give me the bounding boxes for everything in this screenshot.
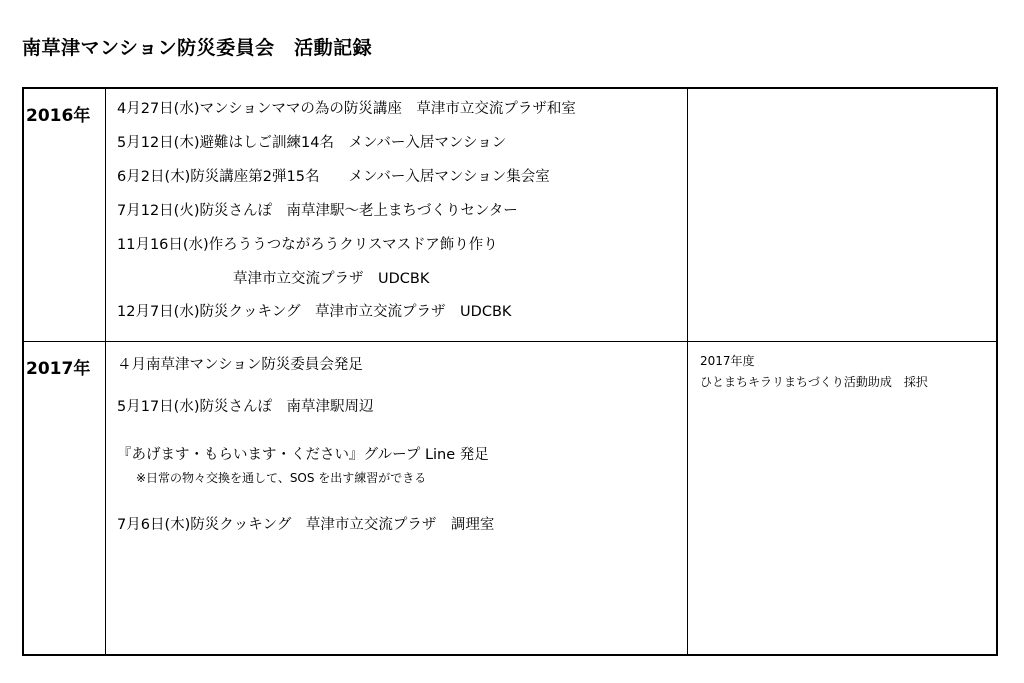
activity-record-table <box>22 87 998 656</box>
document-title: 南草津マンション防災委員会 活動記録 <box>22 37 373 59</box>
activity-item: 7月12日(火)防災さんぽ 南草津駅～老上まちづくりセンター <box>117 203 518 219</box>
activity-item: 『あげます・もらいます・ください』グループ Line 発足 <box>117 447 489 463</box>
activity-item: 6月2日(木)防災講座第2弾15名 メンバー入居マンション集会室 <box>117 169 550 185</box>
notes-line: 2017年度 <box>700 354 755 368</box>
activity-item: 11月16日(水)作ろううつながろうクリスマスドア飾り作り <box>117 237 498 253</box>
activity-item: 5月12日(木)避難はしご訓練14名 メンバー入居マンション <box>117 135 507 151</box>
activity-item-continuation: 草津市立交流プラザ UDCBK <box>117 271 430 287</box>
table-divider-year-column <box>105 89 106 654</box>
year-cell-2016: 2016年 <box>26 106 91 126</box>
activity-item: 5月17日(水)防災さんぽ 南草津駅周辺 <box>117 399 374 415</box>
activity-item: 7月6日(木)防災クッキング 草津市立交流プラザ 調理室 <box>117 517 495 533</box>
activity-item: ４月南草津マンション防災委員会発足 <box>117 357 363 373</box>
activity-item: 12月7日(水)防災クッキング 草津市立交流プラザ UDCBK <box>117 304 512 320</box>
activity-item: 4月27日(水)マンションママの為の防災講座 草津市立交流プラザ和室 <box>117 101 576 117</box>
table-divider-row <box>24 341 996 342</box>
table-divider-notes-column <box>687 89 688 654</box>
activity-subnote: ※日常の物々交換を通して、SOS を出す練習ができる <box>136 471 427 485</box>
year-cell-2017: 2017年 <box>26 359 91 379</box>
notes-line: ひとまちキラリまちづくり活動助成 採択 <box>700 375 928 389</box>
